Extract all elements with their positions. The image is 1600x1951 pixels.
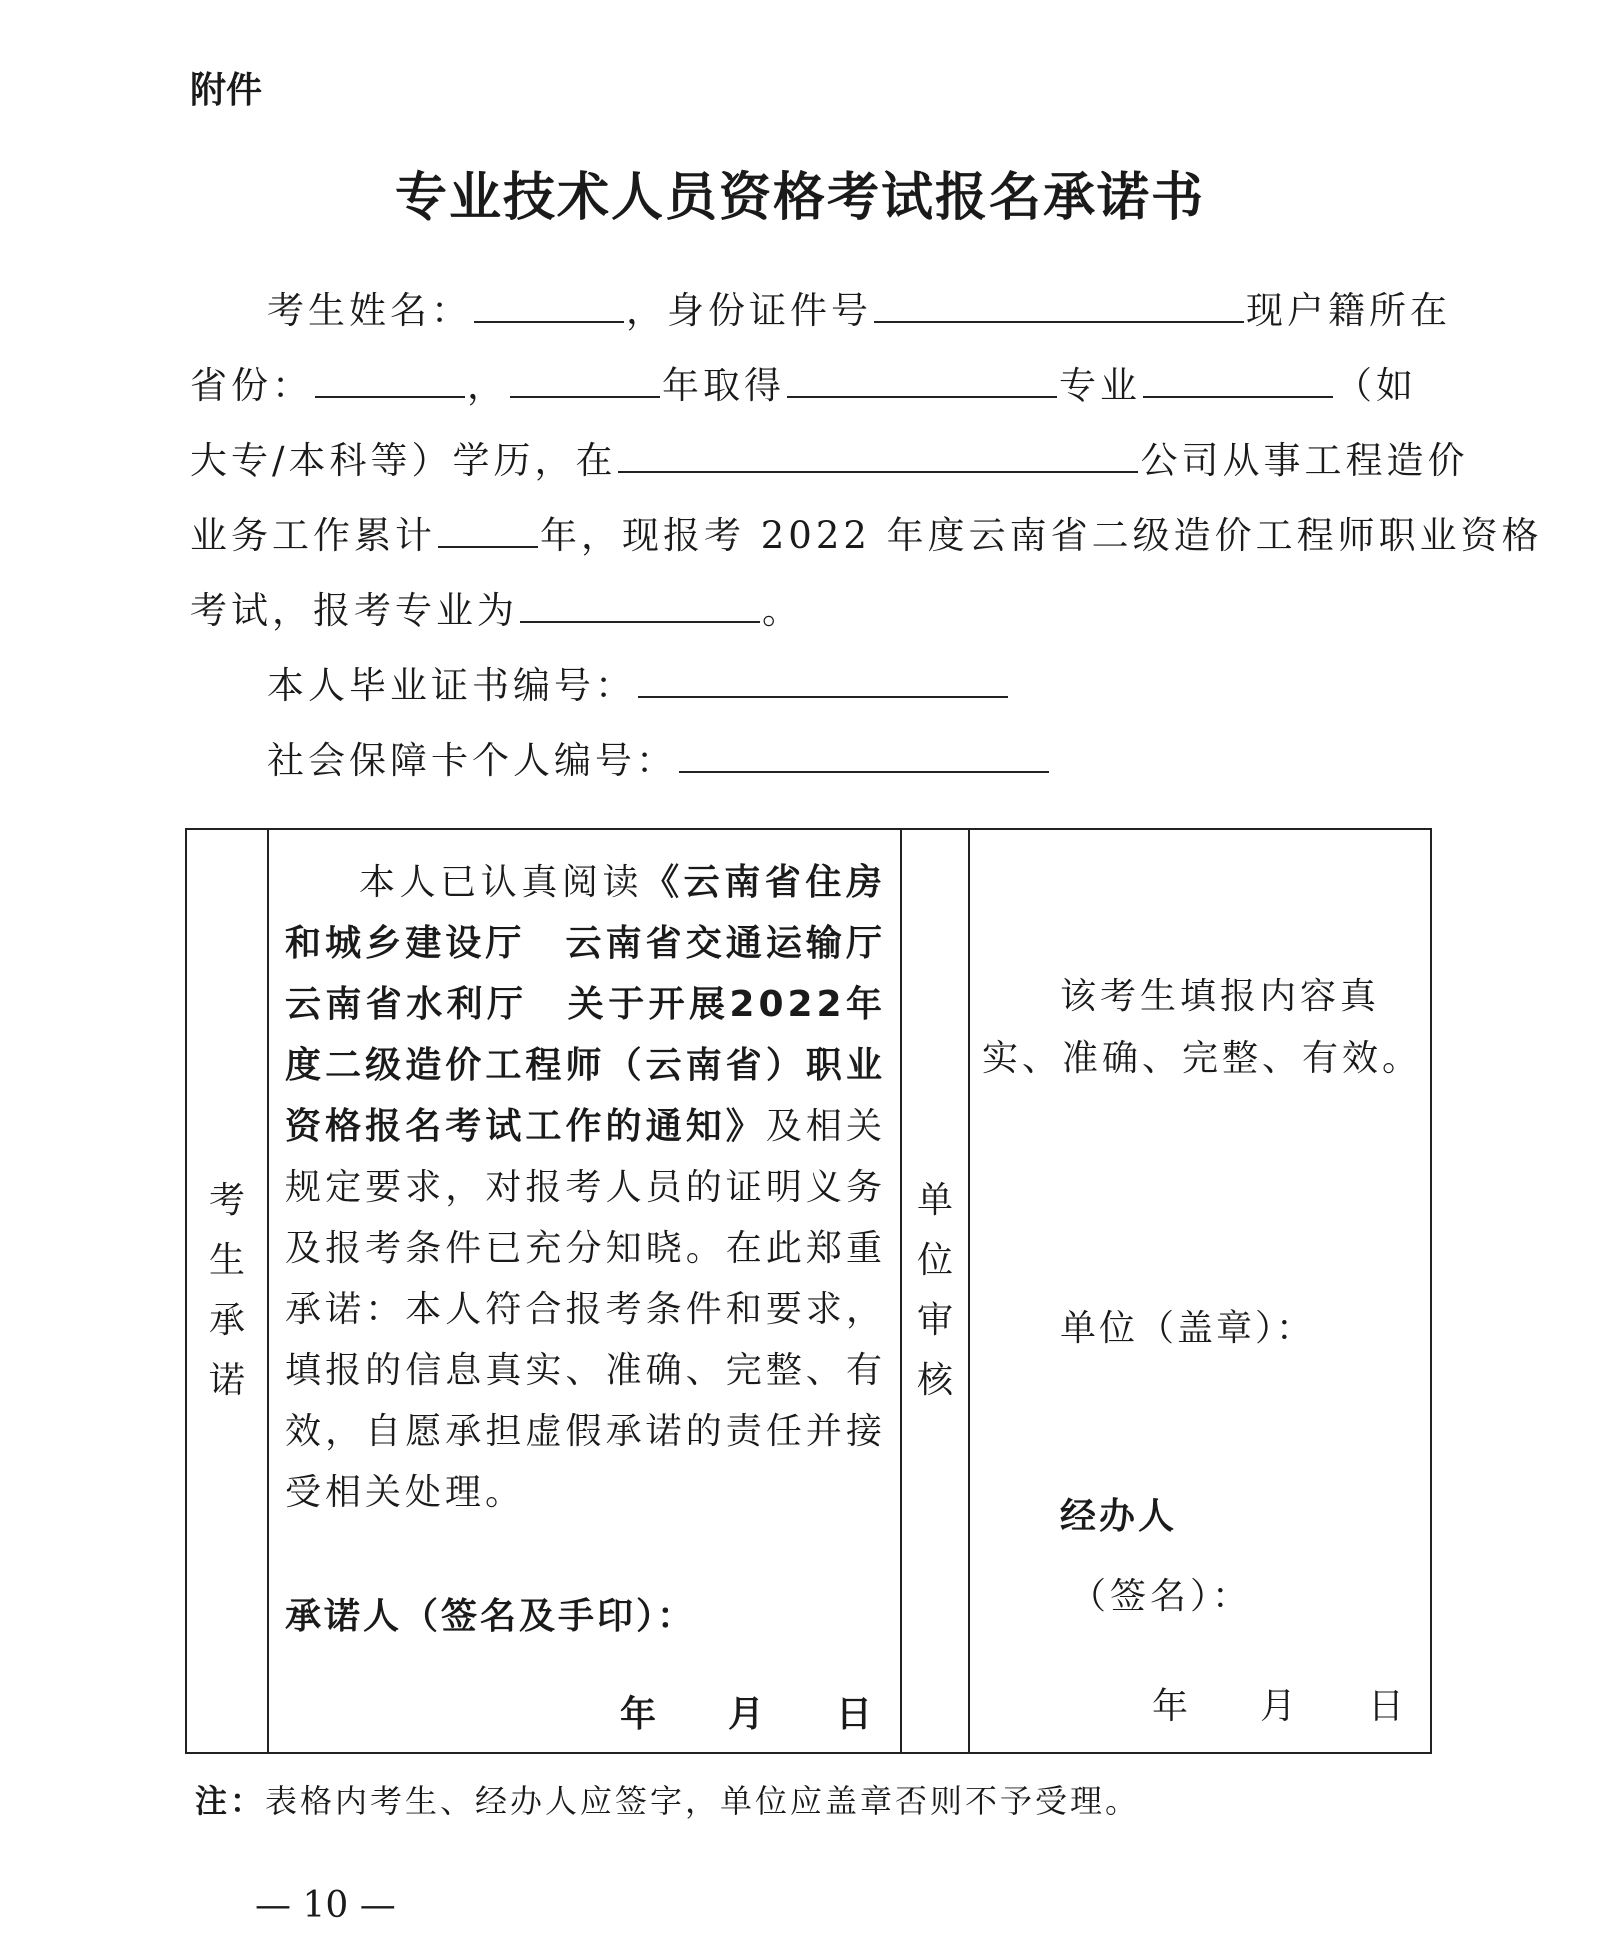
side-char: 审 [916, 1300, 953, 1341]
name-label: 考生姓名： [267, 289, 472, 332]
major-label: 专业 [1059, 364, 1141, 407]
pledge-intro: 本人已认真阅读 [359, 862, 644, 903]
form-line-7 [267, 735, 1051, 786]
form-line-4 [190, 510, 1543, 561]
years-label: 业务工作累计 [190, 514, 436, 557]
diploma-label: 本人毕业证书编号： [267, 664, 636, 707]
year-field[interactable] [510, 360, 660, 398]
pledge-doc-title: 《云南省住房和城乡建设厅 云南省交通运输厅 云南省水利厅 关于开展2022年度二级造价工程师（云南省）职业资格报名考试工作的通知》 [285, 862, 927, 1147]
obtained-label: 年取得 [662, 364, 785, 407]
side-char: 承 [208, 1300, 245, 1341]
degree-label: 大专/本科等）学历，在 [190, 439, 617, 482]
social-security-field[interactable] [679, 735, 1049, 773]
side-char: 核 [916, 1360, 953, 1401]
residence-label: 现户籍所在 [1246, 289, 1451, 332]
handler-signature-label: （签名）： [1070, 1576, 1253, 1617]
name-field[interactable] [474, 285, 624, 323]
social-security-label: 社会保障卡个人编号： [267, 739, 677, 782]
side-char: 诺 [208, 1360, 245, 1401]
province-label: 省份： [190, 364, 313, 407]
note-text: 表格内考生、经办人应签字，单位应盖章否则不予受理。 [265, 1782, 1141, 1820]
period-text: 。 [762, 589, 803, 632]
form-line-5 [190, 585, 803, 636]
major-field[interactable] [1143, 360, 1333, 398]
company-label: 公司从事工程造价 [1140, 439, 1469, 482]
form-line-6 [267, 660, 1010, 711]
review-text-line-1: 该考生填报内容真 [1060, 976, 1381, 1017]
form-line-2 [190, 360, 1417, 411]
side-char: 考 [208, 1180, 245, 1221]
diploma-field[interactable] [638, 660, 1008, 698]
side-char: 生 [208, 1240, 245, 1281]
company-field[interactable] [618, 435, 1138, 473]
attachment-label: 附件 [190, 70, 263, 111]
pledge-side-label [187, 830, 267, 1752]
pledge-side-label-cell [186, 829, 268, 1753]
page-number: — 10 — [255, 1885, 396, 1926]
note-label: 注： [195, 1782, 266, 1820]
unit-stamp-label: 单位（盖章）： [1060, 1308, 1316, 1349]
pledger-date: 年 月 日 [619, 1694, 872, 1735]
obtained-field[interactable] [787, 360, 1057, 398]
such-as-text: （如 [1335, 364, 1417, 407]
side-char: 位 [916, 1240, 953, 1281]
side-char: 单 [916, 1180, 953, 1221]
pledge-text [269, 830, 927, 1523]
form-line-3 [190, 435, 1468, 486]
page-title: 专业技术人员资格考试报名承诺书 [394, 167, 1205, 228]
id-field[interactable] [874, 285, 1244, 323]
pledger-signature-label: 承诺人（签名及手印）： [285, 1596, 697, 1637]
review-cell [969, 829, 1431, 1753]
exam-major-field[interactable] [520, 585, 760, 623]
pledge-cell [268, 829, 927, 1753]
pledge-body: 及相关规定要求，对报考人员的证明义务及报考条件已充分知晓。在此郑重承诺：本人符合报考条件和要求，填报的信息真实、准确、完整、有效，自愿承担虚假承诺的责任并接受相关处理。 [285, 1106, 886, 1513]
province-field[interactable] [315, 360, 465, 398]
review-side-label [902, 830, 968, 1752]
pledge-table [185, 828, 1432, 1754]
review-text-line-2: 实、准确、完整、有效。 [982, 1038, 1423, 1079]
review-date: 年 月 日 [1151, 1686, 1404, 1727]
review-side-label-cell [901, 829, 969, 1753]
years-field[interactable] [438, 510, 538, 548]
handler-label: 经办人 [1060, 1496, 1178, 1537]
comma-text: ， [467, 364, 508, 407]
id-label: ，身份证件号 [626, 289, 872, 332]
exam-major-label: 考试，报考专业为 [190, 589, 518, 632]
footnote [195, 1776, 1140, 1822]
form-line-1 [267, 285, 1451, 336]
exam-text: 年，现报考 2022 年度云南省二级造价工程师职业资格 [540, 514, 1543, 557]
